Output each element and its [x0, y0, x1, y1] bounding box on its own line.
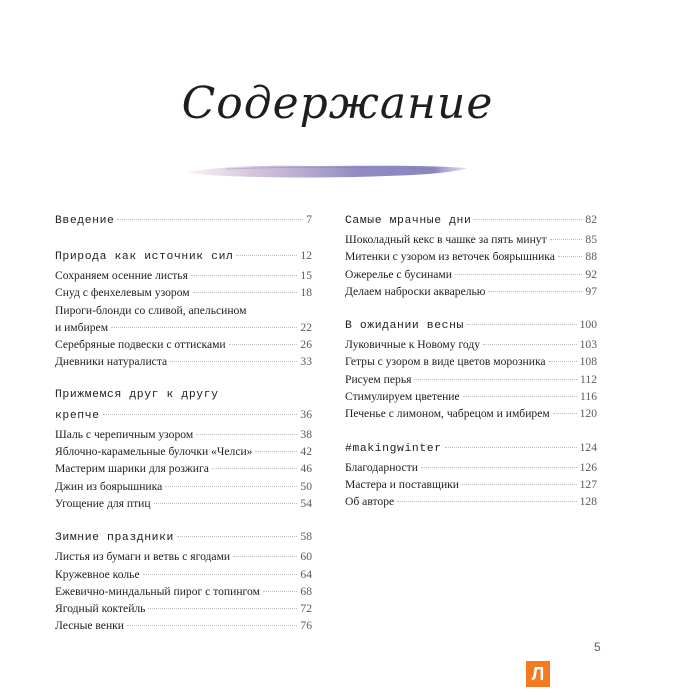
- item-title: и имбирем: [55, 320, 109, 334]
- section-title-line1[interactable]: Прижмемся друг к другу: [55, 388, 219, 401]
- dot-leader: [165, 486, 297, 487]
- page-ref: 88: [585, 250, 597, 264]
- page-ref: 128: [579, 495, 597, 509]
- toc-item[interactable]: [55, 548, 312, 565]
- logo-letter: Л: [531, 664, 545, 684]
- item-title: Шаль с черепичным узором: [55, 427, 194, 441]
- toc-item[interactable]: [345, 266, 597, 283]
- dot-leader: [455, 274, 582, 275]
- dot-leader: [263, 591, 297, 592]
- toc-item[interactable]: [55, 583, 312, 600]
- item-title: Гетры с узором в виде цветов морозника: [345, 355, 546, 369]
- dot-leader: [177, 536, 297, 537]
- toc-item[interactable]: [55, 284, 312, 301]
- dot-leader: [550, 239, 583, 240]
- item-title: Стимулируем цветение: [345, 390, 460, 404]
- toc-item[interactable]: [345, 336, 597, 353]
- dot-leader: [463, 396, 577, 397]
- page-ref: 97: [585, 284, 597, 298]
- dot-leader: [236, 255, 297, 256]
- page-ref: 92: [585, 267, 597, 281]
- dot-leader: [462, 484, 577, 485]
- dot-leader: [474, 219, 582, 220]
- dot-leader: [397, 501, 576, 502]
- item-title-line1[interactable]: Пироги-блонди со сливой, апельсином: [55, 303, 247, 317]
- dot-leader: [148, 608, 297, 609]
- page-ref: 15: [300, 269, 312, 282]
- section-title: Зимние праздники: [55, 532, 174, 545]
- toc-item[interactable]: [345, 353, 597, 370]
- item-title: Дневники натуралиста: [55, 355, 168, 369]
- page-ref: 120: [579, 407, 597, 421]
- dot-leader: [193, 292, 298, 293]
- page-number: 5: [594, 640, 601, 654]
- toc-item[interactable]: [55, 353, 312, 370]
- dot-leader: [117, 219, 303, 220]
- section-title: В ожидании весны: [345, 320, 464, 333]
- toc-left-column: [55, 210, 312, 635]
- item-title: Яблочно-карамельные булочки «Челси»: [55, 445, 253, 459]
- page-ref: 100: [579, 318, 597, 332]
- toc-section[interactable]: [345, 210, 597, 231]
- dot-leader: [191, 275, 298, 276]
- item-title: Шоколадный кекс в чашке за пять минут: [345, 233, 547, 246]
- dot-leader: [483, 344, 577, 345]
- toc-item[interactable]: [345, 371, 597, 388]
- page-ref: 116: [580, 390, 597, 404]
- page-ref: 18: [300, 286, 312, 300]
- page-ref: 126: [579, 460, 597, 474]
- dot-leader: [255, 451, 297, 452]
- page-ref: 46: [300, 462, 312, 476]
- item-title: Ежевично-миндальный пирог с топингом: [55, 584, 260, 598]
- item-title: Джин из боярышника: [55, 479, 163, 493]
- toc-section[interactable]: [55, 405, 312, 426]
- page-ref: 22: [300, 320, 312, 334]
- toc-section[interactable]: [55, 210, 312, 231]
- page-ref: 33: [300, 355, 312, 369]
- item-title: Листья из бумаги и ветвь с ягодами: [55, 550, 231, 564]
- page-ref: 42: [300, 445, 312, 459]
- item-title: Лесные венки: [55, 619, 124, 633]
- dot-leader: [196, 434, 297, 435]
- toc-section[interactable]: [345, 315, 597, 336]
- toc-item[interactable]: [345, 405, 597, 422]
- dot-leader: [111, 327, 297, 328]
- section-title: #makingwinter: [345, 442, 442, 455]
- page-ref: 68: [300, 584, 312, 598]
- section-title: Природа как источник сил: [55, 251, 234, 263]
- item-title: Серебряные подвески с оттисками: [55, 338, 226, 352]
- item-title: Луковичные к Новому году: [345, 338, 481, 352]
- page-ref: 72: [300, 602, 312, 616]
- toc-item[interactable]: [55, 426, 312, 443]
- toc-item[interactable]: [55, 319, 312, 336]
- toc-item[interactable]: [55, 336, 312, 353]
- item-title: Делаем наброски акварелью: [345, 284, 486, 298]
- page-ref: 112: [580, 372, 597, 386]
- section-title: крепче: [55, 409, 100, 422]
- page-ref: 50: [300, 479, 312, 493]
- item-title: Об авторе: [345, 495, 395, 509]
- toc-item[interactable]: [55, 600, 312, 617]
- item-title: Ожерелье с бусинами: [345, 267, 452, 281]
- toc-section[interactable]: [55, 527, 312, 548]
- dot-leader: [233, 556, 297, 557]
- item-title: Печенье с лимоном, чабрецом и имбирем: [345, 407, 550, 421]
- toc-item[interactable]: [345, 248, 597, 265]
- item-title: Сохраняем осенние листья: [55, 269, 188, 282]
- page-title: Содержание: [181, 78, 494, 129]
- page-ref: 85: [585, 233, 597, 246]
- toc-item[interactable]: [55, 566, 312, 583]
- toc-item[interactable]: [55, 460, 312, 477]
- section-title: Введение: [55, 215, 115, 227]
- page-ref: 36: [300, 407, 312, 421]
- item-title: Митенки с узором из веточек боярышника: [345, 250, 555, 264]
- dot-leader: [143, 574, 298, 575]
- toc-item[interactable]: [345, 388, 597, 405]
- dot-leader: [445, 447, 577, 448]
- page-ref: 108: [579, 355, 597, 369]
- toc-item[interactable]: [55, 443, 312, 460]
- item-title: Мастера и поставщики: [345, 477, 459, 491]
- publisher-logo: [526, 661, 550, 687]
- toc-item[interactable]: [55, 495, 312, 512]
- page-ref: 60: [300, 550, 312, 564]
- page-ref: 7: [306, 213, 312, 226]
- dot-leader: [170, 361, 297, 362]
- toc-item[interactable]: [345, 459, 597, 476]
- toc-item[interactable]: [345, 283, 597, 300]
- page-ref: 103: [579, 338, 597, 352]
- page-ref: 58: [300, 530, 312, 544]
- dot-leader: [421, 467, 577, 468]
- item-title: Снуд с фенхелевым узором: [55, 286, 190, 300]
- item-title: Ягодный коктейль: [55, 602, 146, 616]
- page-ref: 54: [300, 496, 312, 510]
- dot-leader: [229, 344, 298, 345]
- item-title: Угощение для птиц: [55, 496, 151, 510]
- dot-leader: [414, 379, 577, 380]
- page-ref: 64: [300, 567, 312, 581]
- item-title: Благодарности: [345, 460, 418, 474]
- item-title: Рисуем перья: [345, 372, 412, 386]
- toc-section[interactable]: [55, 246, 312, 267]
- section-title: Самые мрачные дни: [345, 215, 472, 227]
- dot-leader: [549, 361, 577, 362]
- page-ref: 38: [300, 427, 312, 441]
- toc-item[interactable]: [345, 231, 597, 248]
- toc-item[interactable]: [55, 267, 312, 284]
- toc-item[interactable]: [55, 617, 312, 634]
- dot-leader: [154, 503, 298, 504]
- page-ref: 127: [579, 477, 597, 491]
- dot-leader: [553, 413, 577, 414]
- toc-item[interactable]: [345, 493, 597, 510]
- toc-section[interactable]: [345, 438, 597, 459]
- page-ref: 12: [300, 249, 312, 262]
- dot-leader: [558, 256, 582, 257]
- dot-leader: [467, 324, 577, 325]
- dot-leader: [127, 625, 297, 626]
- item-title: Кружевное колье: [55, 567, 140, 581]
- dot-leader: [488, 291, 582, 292]
- toc-item[interactable]: [55, 478, 312, 495]
- toc-item[interactable]: [345, 476, 597, 493]
- dot-leader: [212, 468, 298, 469]
- page-ref: 82: [585, 213, 597, 226]
- page-ref: 124: [579, 440, 597, 454]
- page-ref: 76: [300, 619, 312, 633]
- page-ref: 26: [300, 338, 312, 352]
- watercolor-brush-stroke: [186, 161, 470, 181]
- dot-leader: [103, 414, 298, 415]
- toc-right-column: [345, 210, 597, 511]
- item-title: Мастерим шарики для розжига: [55, 462, 209, 476]
